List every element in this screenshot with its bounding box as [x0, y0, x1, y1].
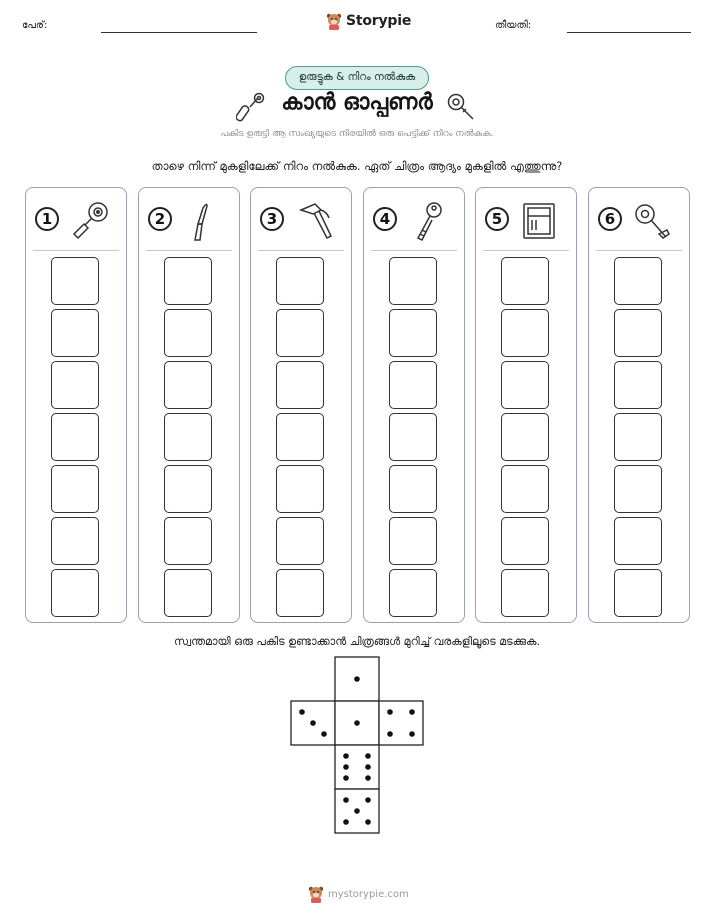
- color-box[interactable]: [164, 413, 212, 461]
- can-opener-key-icon: [446, 92, 478, 122]
- column-1: [25, 187, 127, 623]
- color-box[interactable]: [164, 569, 212, 617]
- die-net: [290, 656, 426, 836]
- color-box[interactable]: [51, 309, 99, 357]
- color-box[interactable]: [51, 257, 99, 305]
- column-number: 5: [485, 207, 509, 231]
- color-box[interactable]: [389, 361, 437, 409]
- color-box[interactable]: [164, 465, 212, 513]
- die-net-instruction: സ്വന്തമായി ഒരു പകിട ഉണ്ടാക്കാൻ ചിത്രങ്ങൾ മുറിച്ച് വരകളിലൂടെ മടക്കുക.: [174, 635, 540, 648]
- color-box[interactable]: [51, 517, 99, 565]
- footer: [308, 885, 409, 903]
- color-box[interactable]: [614, 517, 662, 565]
- color-box[interactable]: [389, 309, 437, 357]
- worksheet-title: കാൻ ഓപ്പണർ: [281, 90, 433, 115]
- color-box[interactable]: [276, 361, 324, 409]
- footer-site[interactable]: mystorypie.com: [328, 888, 409, 900]
- color-box[interactable]: [614, 465, 662, 513]
- color-box[interactable]: [276, 517, 324, 565]
- die-face-lower: [335, 745, 379, 789]
- color-box[interactable]: [501, 257, 549, 305]
- brand-name: Storypie: [346, 13, 412, 29]
- column-number: 4: [373, 207, 397, 231]
- brand-logo: [326, 12, 411, 30]
- color-box[interactable]: [614, 309, 662, 357]
- column-number: 2: [148, 207, 172, 231]
- color-box[interactable]: [501, 465, 549, 513]
- key-icon: [406, 200, 452, 242]
- color-box[interactable]: [51, 465, 99, 513]
- color-box[interactable]: [276, 257, 324, 305]
- column-number: 6: [598, 207, 622, 231]
- utility-knife-icon: [181, 200, 227, 242]
- color-box[interactable]: [614, 361, 662, 409]
- color-box[interactable]: [501, 517, 549, 565]
- column-number: 1: [35, 207, 59, 231]
- color-box[interactable]: [164, 361, 212, 409]
- color-box[interactable]: [389, 569, 437, 617]
- color-box[interactable]: [614, 413, 662, 461]
- can-opener-wheel-icon: [68, 200, 114, 242]
- column-3: [250, 187, 352, 623]
- open-can-icon: [518, 200, 564, 242]
- color-box[interactable]: [164, 517, 212, 565]
- column-number: 3: [260, 207, 284, 231]
- worksheet-subtitle: പകിട ഉരുട്ടി ആ സംഖ്യയുടെ നിരയിൽ ഒരു പെട്ടിക്ക് നിറം നൽകുക.: [220, 129, 494, 139]
- die-face-right: [379, 701, 423, 745]
- category-pill: ഉരുട്ടുക & നിറം നൽകുക: [285, 66, 429, 90]
- color-box[interactable]: [389, 257, 437, 305]
- color-box[interactable]: [164, 257, 212, 305]
- color-box[interactable]: [51, 361, 99, 409]
- column-5: [475, 187, 577, 623]
- color-box[interactable]: [276, 465, 324, 513]
- color-box[interactable]: [276, 569, 324, 617]
- name-line: [101, 32, 257, 33]
- hammer-icon: [293, 200, 339, 242]
- color-box[interactable]: [501, 361, 549, 409]
- color-box[interactable]: [276, 413, 324, 461]
- column-2: [138, 187, 240, 623]
- color-box[interactable]: [164, 309, 212, 357]
- storypie-mascot-icon: [308, 885, 324, 903]
- name-label: പേര്:: [22, 20, 48, 31]
- color-box[interactable]: [389, 413, 437, 461]
- color-box[interactable]: [501, 569, 549, 617]
- color-box[interactable]: [614, 257, 662, 305]
- color-box[interactable]: [276, 309, 324, 357]
- worksheet-instruction: താഴെ നിന്ന് മുകളിലേക്ക് നിറം നൽകുക. ഏത് ചിത്രം ആദ്യം മുകളിൽ എത്തുന്നു?: [151, 159, 563, 173]
- color-box[interactable]: [614, 569, 662, 617]
- color-box[interactable]: [389, 517, 437, 565]
- date-label: തീയതി:: [495, 20, 532, 31]
- color-box[interactable]: [51, 413, 99, 461]
- column-4: [363, 187, 465, 623]
- color-box[interactable]: [51, 569, 99, 617]
- date-line: [567, 32, 691, 33]
- column-6: [588, 187, 690, 623]
- can-opener-key-icon: [631, 200, 677, 242]
- storypie-mascot-icon: [326, 12, 342, 30]
- color-box[interactable]: [501, 413, 549, 461]
- color-box[interactable]: [389, 465, 437, 513]
- color-box[interactable]: [501, 309, 549, 357]
